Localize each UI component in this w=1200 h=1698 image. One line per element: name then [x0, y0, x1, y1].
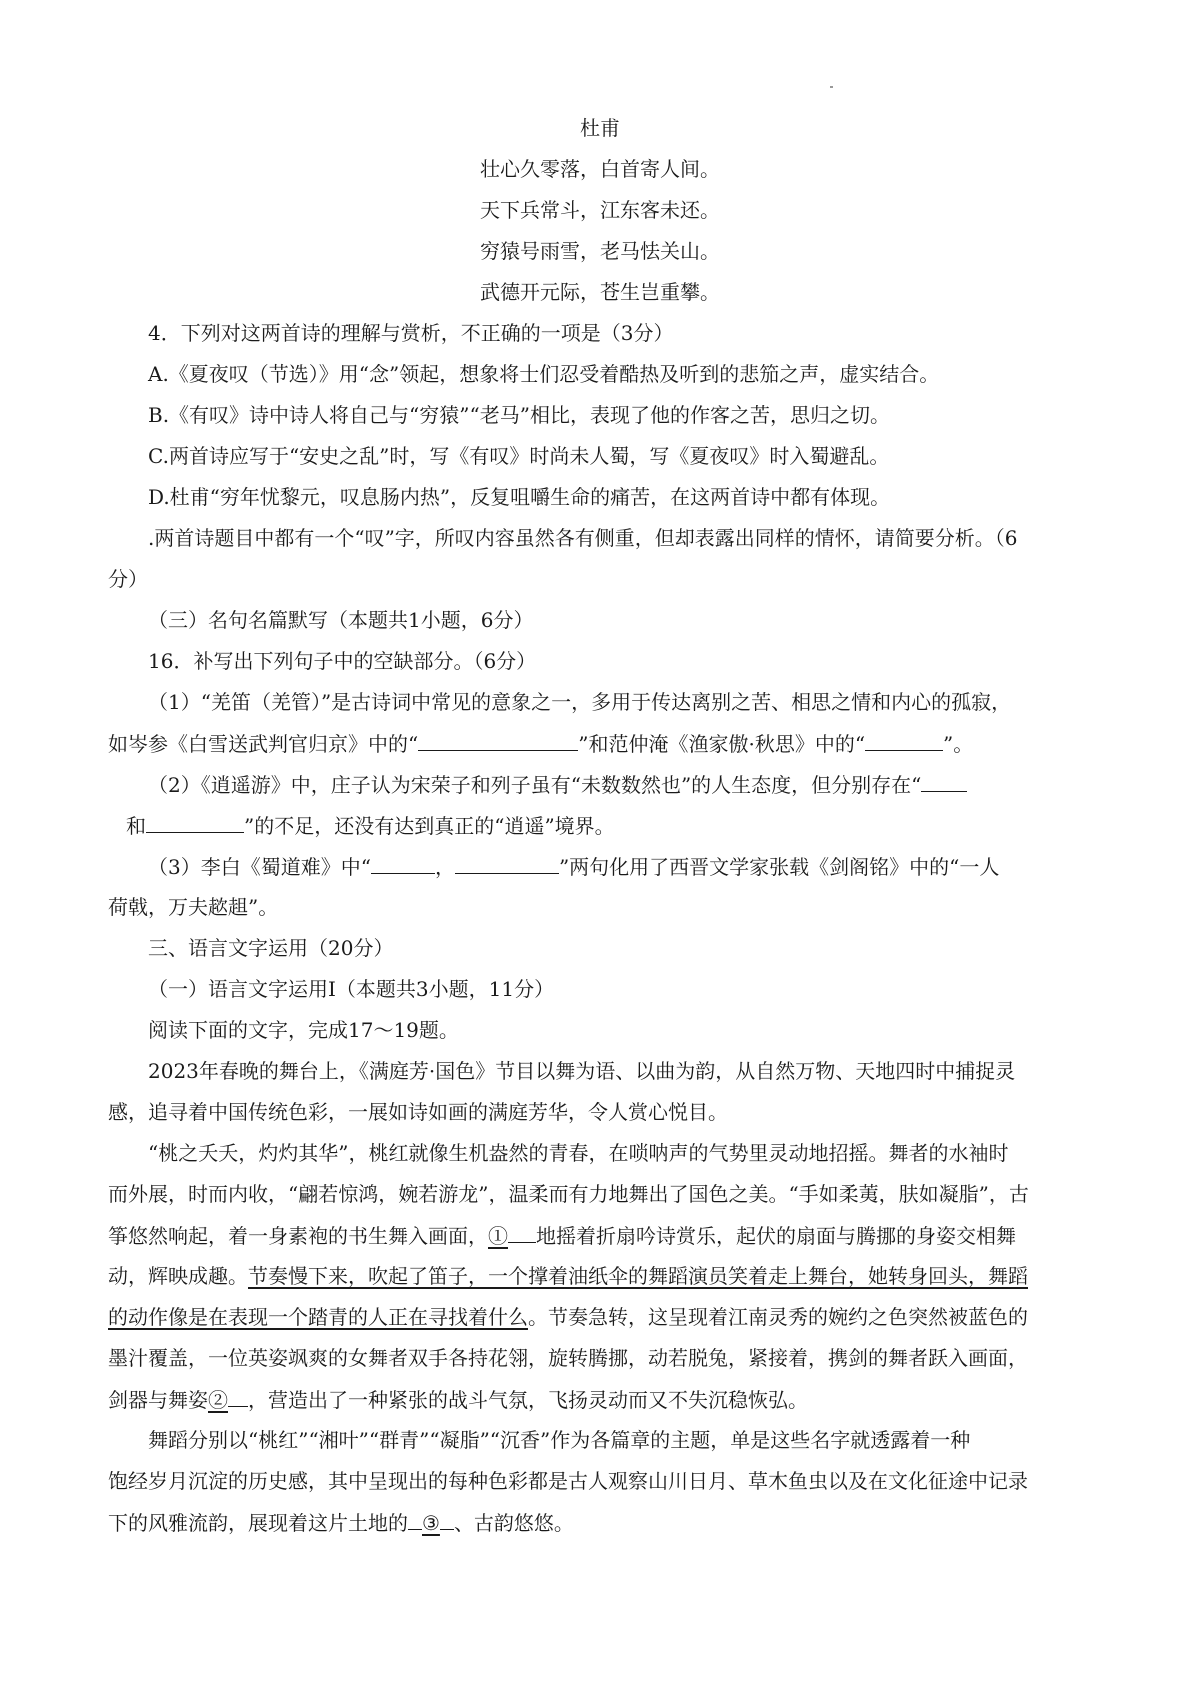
underlined-sentence-part2: 的动作像是在表现一个踏青的人正在寻找着什么 [108, 1305, 528, 1329]
q5-line-1: .两首诗题目中都有一个“叹”字，所叹内容虽然各有侧重，但却表露出同样的情怀，请简要分析。（6 [148, 526, 1018, 550]
passage-p3-line3 [108, 1507, 574, 1537]
passage-p2-line4-a: 动，辉映成趣。 [108, 1264, 248, 1288]
q16-part1-text-a: 如岑参《白雪送武判官归京》中的“ [108, 732, 419, 756]
passage-p1-line1: 2023年春晚的舞台上，《满庭芳·国色》节目以舞为语、以曲为韵，从自然万物、天地四时中捕捉灵 [148, 1059, 1016, 1083]
passage-p2-line5 [108, 1302, 1028, 1332]
q16-part2-text-b: 和 [126, 814, 146, 838]
answer-blank-4[interactable] [146, 810, 244, 833]
part3-heading: 三、语言文字运用（20分） [148, 936, 394, 960]
blank-2-line [228, 1384, 248, 1407]
q16-part2-text-c: ”的不足，还没有达到真正的“逍遥”境界。 [244, 814, 615, 838]
q16-stem: 16．补写出下列句子中的空缺部分。（6分） [148, 649, 537, 673]
passage-p3-line3-a: 下的风雅流韵，展现着这片土地的 [108, 1511, 408, 1535]
blank-marker-3: ③ [422, 1511, 440, 1535]
q16-part1-text-c: ”。 [943, 732, 974, 756]
q16-part3-text-a: （3）李白《蜀道难》中“ [148, 855, 371, 879]
answer-blank-6[interactable] [455, 851, 559, 874]
reading-instruction: 阅读下面的文字，完成17～19题。 [148, 1018, 459, 1042]
passage-p2-line2: 而外展，时而内收，“翩若惊鸿，婉若游龙”，温柔而有力地舞出了国色之美。“手如柔荑，肤如凝脂”，古 [108, 1182, 1029, 1206]
passage-p2-line4 [108, 1261, 1028, 1291]
q16-part3-text-b: ， [434, 855, 455, 879]
poem-line-3: 穷猿号雨雪，老马怯关山。 [480, 239, 720, 263]
q16-part2-text-a: （2）《逍遥游》中，庄子认为宋荣子和列子虽有“未数数然也”的人生态度，但分别存在“ [148, 773, 922, 797]
answer-blank-1[interactable] [418, 728, 578, 751]
scan-speck [830, 86, 833, 88]
blank-1-line [508, 1220, 536, 1243]
passage-p2-line5-b: 。节奏急转，这呈现着江南灵秀的婉约之色突然被蓝色的 [528, 1305, 1028, 1329]
q16-part1-line1: （1）“羌笛（羌管）”是古诗词中常见的意象之一，多用于传达离别之苦、相思之情和内心的孤寂， [148, 690, 1012, 714]
passage-p2-line3-b: 地摇着折扇吟诗赏乐，起伏的扇面与腾挪的身姿交相舞 [536, 1224, 1016, 1248]
passage-p2-line3 [108, 1220, 1016, 1250]
answer-blank-3[interactable] [921, 769, 967, 792]
blank-3-line-right [440, 1507, 454, 1530]
answer-blank-5[interactable] [371, 851, 435, 874]
q16-part2-line2 [126, 810, 615, 840]
q16-part2-line1 [148, 769, 967, 799]
passage-p2-line1: “桃之夭夭，灼灼其华”，桃红就像生机盎然的青春，在唢呐声的气势里灵动地招摇。舞者的水袖时 [148, 1141, 1009, 1165]
poem-line-2: 天下兵常斗，江东客未还。 [480, 198, 720, 222]
underlined-sentence-part1: 节奏慢下来，吹起了笛子，一个撑着油纸伞的舞蹈演员笑着走上舞台，她转身回头，舞蹈 [248, 1264, 1028, 1288]
passage-p1-line2: 感，追寻着中国传统色彩，一展如诗如画的满庭芳华，令人赏心悦目。 [108, 1100, 728, 1124]
q16-part3-line1 [148, 851, 999, 881]
q4-option-b: B.《有叹》诗中诗人将自己与“穷猿”“老马”相比，表现了他的作客之苦，思归之切。 [148, 403, 890, 427]
passage-p2-line7-b: ，营造出了一种紧张的战斗气氛，飞扬灵动而又不失沉稳恢弘。 [248, 1388, 808, 1412]
q16-part1-text-b: ”和范仲淹《渔家傲·秋思》中的“ [578, 732, 866, 756]
answer-blank-2[interactable] [865, 728, 943, 751]
passage-p2-line6: 墨汁覆盖，一位英姿飒爽的女舞者双手各持花翎，旋转腾挪，动若脱兔，紧接着，携剑的舞者跃入画面， [108, 1346, 1028, 1370]
blank-marker-1: ① [488, 1224, 508, 1248]
q4-option-c: C.两首诗应写于“安史之乱”时，写《有叹》时尚未人蜀，写《夏夜叹》时入蜀避乱。 [148, 444, 890, 468]
passage-p2-line3-a: 筝悠然响起，着一身素袍的书生舞入画面， [108, 1224, 488, 1248]
q16-part3-line2: 荷戟，万夫趑趄”。 [108, 895, 279, 919]
q16-part1-line2 [108, 728, 973, 758]
poem-line-1: 壮心久零落，白首寄人间。 [480, 157, 720, 181]
poem-author: 杜甫 [580, 116, 620, 140]
section-heading-dictation: （三）名句名篇默写（本题共1小题，6分） [148, 608, 534, 632]
q4-stem: 4．下列对这两首诗的理解与赏析，不正确的一项是（3分） [148, 321, 674, 345]
blank-3-line-left [408, 1507, 422, 1530]
q4-option-d: D.杜甫“穷年忧黎元，叹息肠内热”，反复咀嚼生命的痛苦，在这两首诗中都有体现。 [148, 485, 891, 509]
q4-option-a: A.《夏夜叹（节选）》用“念”领起，想象将士们忍受着酷热及听到的悲笳之声，虚实结合。 [148, 362, 940, 386]
passage-p3-line3-b: 、古韵悠悠。 [453, 1511, 574, 1535]
poem-line-4: 武德开元际，苍生岂重攀。 [480, 280, 720, 304]
passage-p2-line7-a: 剑器与舞姿 [108, 1388, 208, 1412]
passage-p3-line1: 舞蹈分别以“桃红”“湘叶”“群青”“凝脂”“沉香”作为各篇章的主题，单是这些名字就透露着一种 [148, 1428, 971, 1452]
q5-line-2: 分） [108, 567, 148, 591]
passage-p3-line2: 饱经岁月沉淀的历史感，其中呈现出的每种色彩都是古人观察山川日月、草木鱼虫以及在文化征途中记录 [108, 1469, 1028, 1493]
blank-marker-2: ② [208, 1388, 228, 1412]
q16-part3-text-c: ”两句化用了西晋文学家张载《剑阁铭》中的“一人 [558, 855, 1000, 879]
part3-subheading: （一）语言文字运用Ⅰ（本题共3小题，11分） [148, 977, 555, 1001]
passage-p2-line7 [108, 1384, 808, 1414]
